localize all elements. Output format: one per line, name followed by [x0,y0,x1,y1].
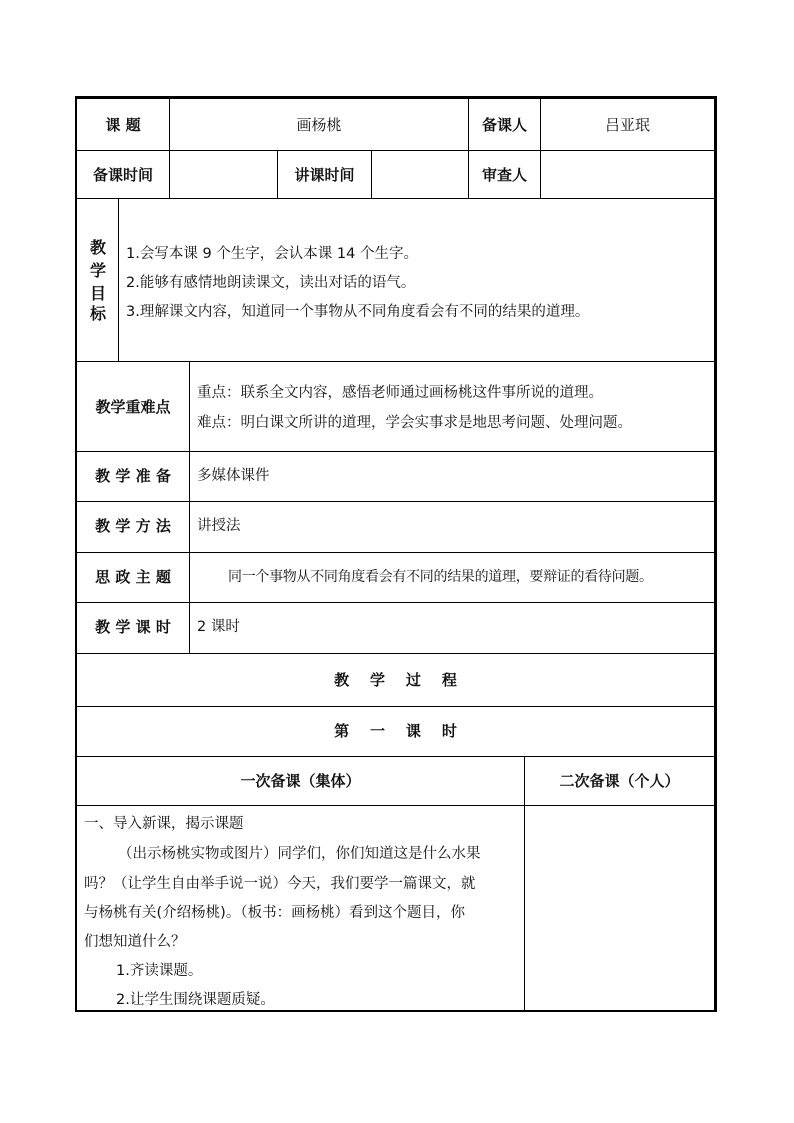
ideology-label: 思 政 主 题 [95,568,171,586]
row-divider [77,552,714,553]
paragraph-line: 们想知道什么？ [84,934,186,950]
step-item: 2.让学生围绕课题质疑。 [116,992,275,1008]
prep-time-label: 备课时间 [92,166,153,184]
reviewer-label: 审查人 [481,166,527,184]
prep-value: 多媒体课件 [197,468,270,484]
preparer-label: 备课人 [481,116,527,134]
ideology-value: 同一个事物从不同角度看会有不同的结果的道理，要辩证的看待问题。 [228,569,653,585]
col-divider [169,99,170,198]
topic-label: 课 题 [105,116,141,134]
paragraph-line: （出示杨桃实物或图片）同学们，你们知道这是什么水果 [118,846,481,862]
row-divider [77,706,714,707]
goals-label-char: 教 [89,238,106,257]
col-divider [371,150,372,198]
preparer-value: 吕亚珉 [604,116,650,134]
row-divider [77,361,714,362]
prep-label: 教 学 准 备 [95,467,171,485]
row-divider [77,150,714,151]
row-divider [77,501,714,502]
paragraph-line: 吗？（让学生自由举手说一说）今天，我们要学一篇课文，就 [84,876,476,892]
individual-column-header: 二次备课（个人） [559,772,680,790]
paragraph-line: 与杨桃有关(介绍杨桃)。（板书：画杨桃）看到这个题目，你 [84,905,466,921]
step-item: 1.齐读课题。 [116,963,203,979]
method-value: 讲授法 [197,518,241,534]
section-heading: 一、导入新课，揭示课题 [84,816,244,832]
goal-item: 2.能够有感情地朗读课文，读出对话的语气。 [126,275,416,291]
goal-item: 1.会写本课 9 个生字，会认本课 14 个生字。 [126,246,418,262]
row-divider [77,451,714,452]
row-divider [77,653,714,654]
collective-column-header: 一次备课（集体） [240,772,361,790]
key-point-difficulty: 难点：明白课文所讲的道理，学会实事求是地思考问题、处理问题。 [197,415,632,431]
goals-label-char: 目 [89,284,106,303]
key-points-label: 教学重难点 [95,398,171,416]
key-point-focus: 重点：联系全文内容，感悟老师通过画杨桃这件事所说的道理。 [197,385,603,401]
teach-time-label: 讲课时间 [294,166,355,184]
row-divider [77,805,714,806]
hours-label: 教 学 课 时 [95,618,171,636]
goals-label-char: 标 [89,304,106,323]
col-divider [540,99,541,198]
goal-item: 3.理解课文内容，知道同一个事物从不同角度看会有不同的结果的道理。 [126,304,590,320]
col-divider [524,756,525,1011]
row-divider [77,756,714,757]
row-divider [77,198,714,199]
method-label: 教 学 方 法 [95,517,171,535]
col-divider [118,198,119,361]
col-divider [189,361,190,653]
lesson-title: 第 一 课 时 [334,722,457,740]
goals-label-char: 学 [89,261,106,280]
hours-value: 2 课时 [197,619,240,635]
topic-value: 画杨桃 [296,116,342,134]
row-divider [77,602,714,603]
process-title: 教 学 过 程 [334,671,457,689]
